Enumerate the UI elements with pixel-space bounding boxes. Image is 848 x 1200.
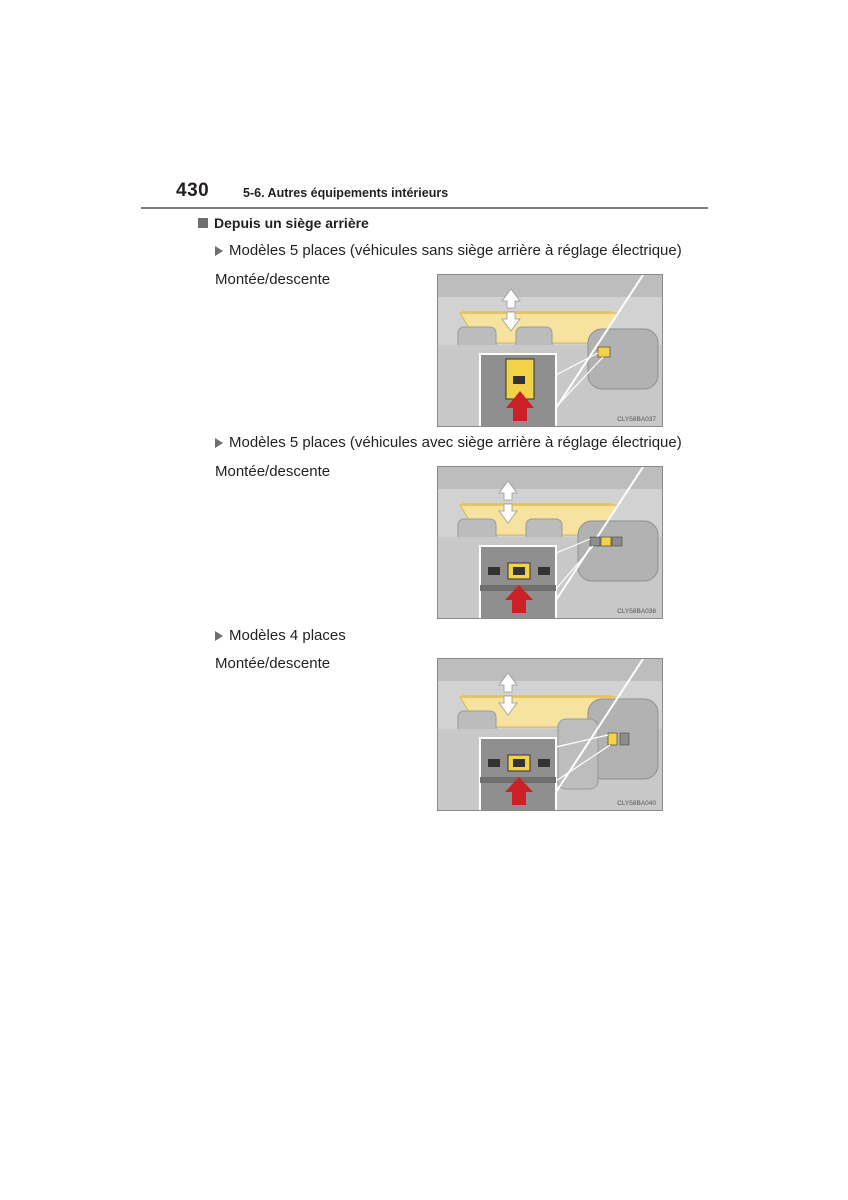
figure-sunshade-switch-3 — [437, 658, 663, 811]
square-bullet-icon — [198, 218, 208, 228]
model-heading-text: Modèles 5 places (véhicules sans siège arrière à réglage électrique) — [229, 242, 682, 259]
triangle-bullet-icon — [215, 438, 223, 448]
action-label-1: Montée/descente — [215, 271, 331, 288]
page-number: 430 — [176, 180, 210, 201]
model-heading-3 — [215, 627, 346, 644]
figure-code: CLY58BA040 — [617, 800, 656, 807]
figure-sunshade-switch-2 — [437, 466, 663, 619]
triangle-bullet-icon — [215, 246, 223, 256]
header-rule — [141, 207, 708, 209]
figure-sunshade-switch-1 — [437, 274, 663, 427]
action-label-2: Montée/descente — [215, 463, 331, 480]
subsection-heading — [198, 215, 369, 231]
model-heading-text: Modèles 5 places (véhicules avec siège arrière à réglage électrique) — [229, 434, 682, 451]
model-heading-1 — [215, 242, 682, 259]
model-heading-text: Modèles 4 places — [229, 627, 346, 644]
subsection-title: Depuis un siège arrière — [214, 215, 369, 231]
model-heading-2 — [215, 434, 682, 451]
action-label-3: Montée/descente — [215, 655, 331, 672]
figure-code: CLY58BA037 — [617, 416, 656, 423]
figure-code: CLY58BA038 — [617, 608, 656, 615]
section-title: 5-6. Autres équipements intérieurs — [243, 186, 449, 200]
triangle-bullet-icon — [215, 631, 223, 641]
